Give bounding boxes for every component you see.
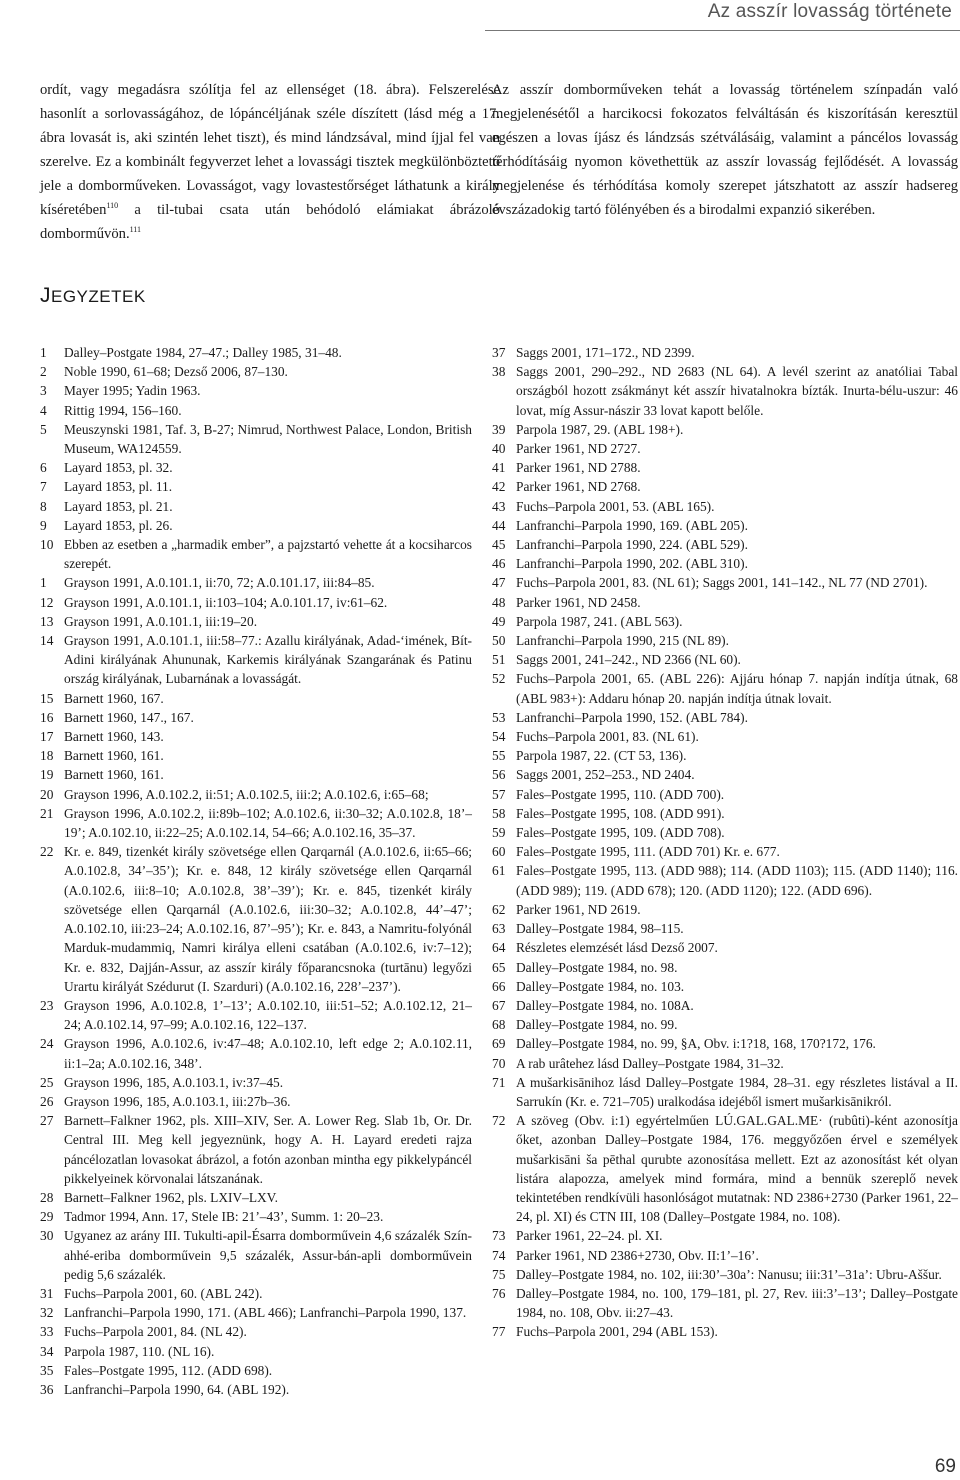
- footnote-number: 28: [40, 1189, 54, 1205]
- footnote-text: Fuchs–Parpola 2001, 294 (ABL 153).: [516, 1324, 718, 1340]
- footnote-text: Grayson 1991, A.0.101.1, iii:19–20.: [64, 613, 258, 629]
- footnote-number: 18: [40, 748, 54, 764]
- footnote-item: [492, 458, 958, 477]
- footnote-number: 14: [40, 633, 54, 649]
- footnote-text: Ebben az esetben a „harmadik ember”, a pajzstartó vehette át a kocsiharcos szerepét.: [64, 537, 472, 572]
- footnote-number: 35: [40, 1362, 54, 1378]
- footnote-number: 72: [492, 1113, 506, 1129]
- footnote-number: 52: [492, 671, 506, 687]
- footnote-number: 44: [492, 517, 506, 533]
- footnote-text: Grayson 1996, 185, A.0.103.1, iv:37–45.: [64, 1074, 284, 1090]
- footnote-number: 21: [40, 805, 54, 821]
- footnote-text: Fuchs–Parpola 2001, 65. (ABL 226): Ajjáru hónap 7. napján indítja útnak, 68 (ABL 983+): Addaru hónap 20. napján indítja útnak lovait.: [516, 671, 958, 706]
- footnote-text: Parker 1961, ND 2458.: [516, 594, 641, 610]
- footnote-number: 37: [492, 345, 506, 360]
- footnote-text: Grayson 1996, A.0.102.2, ii:51; A.0.102.5, iii:2; A.0.102.6, i:65–68;: [64, 786, 429, 802]
- footnote-item: [492, 593, 958, 612]
- footnote-text: Fales–Postgate 1995, 110. (ADD 700).: [516, 786, 725, 802]
- footnote-text: Parker 1961, ND 2386+2730, Obv. II:1’–16’.: [516, 1247, 759, 1263]
- footnote-number: 1: [40, 345, 47, 360]
- footnote-text: Barnett 1960, 161.: [64, 748, 164, 764]
- footnote-number: 29: [40, 1209, 54, 1225]
- footnote-text: Fuchs–Parpola 2001, 60. (ABL 242).: [64, 1285, 263, 1301]
- footnote-text: Lanfranchi–Parpola 1990, 215 (NL 89).: [516, 633, 729, 649]
- footnote-item: [492, 996, 958, 1015]
- footnote-item: [492, 727, 958, 746]
- footnote-item: [40, 1207, 472, 1226]
- running-header: Az asszír lovasság története: [707, 1, 952, 22]
- footnote-item: [40, 1188, 472, 1207]
- footnote-ref-111[interactable]: 111: [129, 225, 141, 235]
- footnote-text: Fuchs–Parpola 2001, 53. (ABL 165).: [516, 498, 715, 514]
- footnote-number: 73: [492, 1228, 506, 1244]
- footnote-item: [492, 535, 958, 554]
- footnote-number: 34: [40, 1343, 54, 1359]
- footnote-text: Grayson 1996, A.0.102.8, 1’–13’; A.0.102.10, iii:51–52; A.0.102.12, 21–24; A.0.102.14, 97–99; A.0.102.16, 122–137.: [64, 997, 472, 1033]
- footnote-text: Barnett 1960, 147., 167.: [64, 709, 194, 725]
- footnote-item: [40, 631, 472, 689]
- footnote-item: [492, 958, 958, 977]
- footnote-item: [40, 593, 472, 612]
- footnote-text: Barnett–Falkner 1962, pls. LXIV–LXV.: [64, 1189, 278, 1205]
- footnote-number: 10: [40, 537, 54, 553]
- footnote-text: Grayson 1991, A.0.101.1, iii:58–77.: Azallu királyának, Adad-‘imének, Bít-Adini királyának Ahununak, Karkemis királyának Szangarának és Patinu ország királyának, Lubarnának a lovasságát.: [64, 633, 472, 687]
- footnote-item: [492, 977, 958, 996]
- footnote-text: Dalley–Postgate 1984, no. 102, iii:30’–30a’: Nanusu; iii:31’–31a’: Ubru-Aššur.: [516, 1266, 942, 1282]
- footnote-text: Parker 1961, ND 2788.: [516, 460, 641, 476]
- footnote-text: Dalley–Postgate 1984, no. 99.: [516, 1017, 678, 1033]
- footnote-text: A rab urâtehez lásd Dalley–Postgate 1984, 31–32.: [516, 1055, 784, 1071]
- footnote-item: [492, 938, 958, 957]
- footnote-item: [492, 1034, 958, 1053]
- footnote-number: 23: [40, 997, 54, 1013]
- footnote-item: [492, 919, 958, 938]
- footnote-number: 17: [40, 729, 54, 745]
- footnote-number: 46: [492, 556, 506, 572]
- footnote-item: [40, 1092, 472, 1111]
- footnote-text: Lanfranchi–Parpola 1990, 152. (ABL 784).: [516, 709, 748, 725]
- footnote-number: 1: [40, 575, 47, 591]
- footnote-number: 31: [40, 1285, 54, 1301]
- footnote-text: Grayson 1991, A.0.101.1, ii:103–104; A.0.101.17, iv:61–62.: [64, 594, 388, 610]
- footnote-text: Grayson 1996, A.0.102.6, iv:47–48; A.0.102.10, left edge 2; A.0.102.11, ii:1–2a; A.0.102.16, 348’.: [64, 1036, 472, 1071]
- footnote-text: Fuchs–Parpola 2001, 83. (NL 61); Saggs 2001, 141–142., NL 77 (ND 2701).: [516, 575, 928, 591]
- footnote-number: 67: [492, 997, 506, 1013]
- footnote-text: Fales–Postgate 1995, 109. (ADD 708).: [516, 825, 725, 841]
- footnote-item: [492, 612, 958, 631]
- footnote-item: [40, 1284, 472, 1303]
- footnote-number: 20: [40, 786, 54, 802]
- footnote-text: Barnett–Falkner 1962, pls. XIII–XIV, Ser. A. Lower Reg. Slab 1b, Or. Dr. Central III. Meg kell jegyeznünk, hogy A. H. Layard eredeti rajza páncélozatlan lovasokat ábrázol, a fotón azonban mintha egy pikkelypáncél pikkelyeinek körvonalai látszanának.: [64, 1113, 472, 1186]
- footnote-item: [40, 573, 472, 592]
- footnote-text: Dalley–Postgate 1984, no. 103.: [516, 978, 685, 994]
- footnote-number: 62: [492, 901, 506, 917]
- footnote-item: [40, 381, 472, 400]
- footnote-item: [492, 362, 958, 420]
- footnote-item: [40, 401, 472, 420]
- footnote-number: 60: [492, 844, 506, 860]
- page-number: 69: [934, 1456, 956, 1477]
- footnote-number: 19: [40, 767, 54, 783]
- footnote-number: 55: [492, 748, 506, 764]
- footnote-text: Saggs 2001, 252–253., ND 2404.: [516, 767, 695, 783]
- footnote-number: 65: [492, 959, 506, 975]
- footnote-number: 25: [40, 1074, 54, 1090]
- footnote-text: Layard 1853, pl. 32.: [64, 460, 173, 476]
- footnote-number: 47: [492, 575, 506, 591]
- footnote-text: A mušarkisānihoz lásd Dalley–Postgate 1984, 28–31. egy részletes listával a II. Sarrukín (Kr. e. 721–705) uralkodása idejéből ismert mušarkisānikról.: [516, 1074, 958, 1109]
- footnote-number: 48: [492, 594, 506, 610]
- footnote-item: [492, 1284, 958, 1322]
- footnote-item: [492, 497, 958, 516]
- intro-left-paragraph: [40, 78, 500, 246]
- footnote-number: 43: [492, 498, 506, 514]
- footnote-item: [40, 477, 472, 496]
- footnote-number: 7: [40, 479, 47, 495]
- footnote-number: 9: [40, 517, 47, 533]
- footnote-text: Barnett 1960, 143.: [64, 729, 164, 745]
- footnote-item: [492, 343, 958, 362]
- footnote-text: Dalley–Postgate 1984, no. 100, 179–181, pl. 27, Rev. iii:3’–13’; Dalley–Postgate 1984, no. 108, Obv. ii:27–43.: [516, 1285, 958, 1321]
- footnote-text: Parker 1961, ND 2727.: [516, 441, 641, 457]
- footnote-item: [40, 1034, 472, 1072]
- footnote-item: [40, 1342, 472, 1361]
- footnote-number: 56: [492, 767, 506, 783]
- intro-right-paragraph: Az asszír domborműveken tehát a lovasság történelem színpadán való megjelenésétől a harcikocsi fokozatos felváltásán és kiszorításán keresztül egészen a lovas íjász és lándzsás szétválásáig, valamint a páncélos lovasság térhódításáig nyomon követhettük az asszír lovasság fejlődését. A lovasság megjelenése és térhódítása komoly szerepet játszhatott az asszír hadsereg évszázadokig tartó fölényében és a birodalmi expanzió sikerében.: [492, 82, 958, 218]
- footnote-text: Grayson 1996, 185, A.0.103.1, iii:27b–36.: [64, 1093, 291, 1109]
- footnote-number: 57: [492, 786, 506, 802]
- footnote-text: Layard 1853, pl. 21.: [64, 498, 173, 514]
- footnote-number: 75: [492, 1266, 506, 1282]
- footnote-item: [40, 1380, 472, 1399]
- footnote-text: Noble 1990, 61–68; Dezső 2006, 87–130.: [64, 364, 288, 380]
- footnote-item: [492, 477, 958, 496]
- footnote-item: [492, 573, 958, 592]
- notes-right-column: [492, 343, 958, 1342]
- footnote-item: [40, 708, 472, 727]
- footnote-text: Saggs 2001, 241–242., ND 2366 (NL 60).: [516, 652, 741, 668]
- footnote-number: 40: [492, 441, 506, 457]
- footnote-text: Fales–Postgate 1995, 112. (ADD 698).: [64, 1362, 273, 1378]
- footnote-text: Parpola 1987, 22. (CT 53, 136).: [516, 748, 687, 764]
- footnote-item: [492, 861, 958, 899]
- footnote-number: 58: [492, 805, 506, 821]
- footnote-item: [492, 765, 958, 784]
- footnote-item: [40, 1361, 472, 1380]
- footnote-number: 71: [492, 1074, 506, 1090]
- footnote-item: [40, 362, 472, 381]
- footnote-text: Parpola 1987, 110. (NL 16).: [64, 1343, 215, 1359]
- footnote-item: [492, 842, 958, 861]
- footnote-text: Layard 1853, pl. 11.: [64, 479, 173, 495]
- footnote-text: Kr. e. 849, tizenkét király szövetsége ellen Qarqarnál (A.0.102.6, ii:65–66; A.0.102.8, 34’–35’); Kr. e. 848, 12 király szövetsége ellen Qarqarnál (A.0.102.6, iii:8–10; A.0.102.8, 38’–39’); Kr. e. 845, tizenkét király szövetsége ellen Qarqarnál (A.0.102.6, iii:30–32; A.0.102.8, 44’–47’; A.0.102.10, iii:23–24; A.0.102.16, 87’–95’); Kr. e. 843, a Namritu-folyónál Marduk-mudammiq, Namri királya elleni csatában (A.0.102.6, iv:7–12); Kr. e. 832, Dajján-Assur, az asszír király főparancsnoka (turtānu) legyőzi Urartu királyát Szédurut (I. Szarduri) (A.0.102.16, 228’–237’).: [64, 844, 472, 994]
- footnote-item: [492, 420, 958, 439]
- footnote-number: 70: [492, 1055, 506, 1071]
- footnote-number: 61: [492, 863, 506, 879]
- footnote-item: [40, 343, 472, 362]
- footnote-number: 16: [40, 709, 54, 725]
- footnote-item: [40, 420, 472, 458]
- footnote-item: [40, 689, 472, 708]
- footnote-number: 63: [492, 921, 506, 937]
- footnote-text: Layard 1853, pl. 26.: [64, 517, 173, 533]
- footnote-text: Dalley–Postgate 1984, no. 98.: [516, 959, 678, 975]
- footnote-number: 41: [492, 460, 506, 476]
- footnote-item: [40, 1226, 472, 1284]
- footnote-text: Parker 1961, ND 2619.: [516, 901, 641, 917]
- footnote-number: 51: [492, 652, 506, 668]
- footnote-item: [40, 1073, 472, 1092]
- footnote-text: Dalley–Postgate 1984, 27–47.; Dalley 1985, 31–48.: [64, 345, 342, 360]
- footnote-number: 8: [40, 498, 47, 514]
- footnote-item: [40, 785, 472, 804]
- footnote-text: Fales–Postgate 1995, 108. (ADD 991).: [516, 805, 725, 821]
- footnote-text: Barnett 1960, 167.: [64, 690, 164, 706]
- footnote-text: Lanfranchi–Parpola 1990, 169. (ABL 205).: [516, 517, 748, 533]
- footnote-number: 38: [492, 364, 506, 380]
- footnote-number: 42: [492, 479, 506, 495]
- footnote-item: [40, 996, 472, 1034]
- footnote-item: [492, 804, 958, 823]
- footnote-number: 4: [40, 402, 47, 418]
- footnote-number: 22: [40, 844, 54, 860]
- footnote-number: 5: [40, 421, 47, 437]
- footnote-item: [40, 804, 472, 842]
- footnote-item: [40, 746, 472, 765]
- intro-left-text-2: a til-tubai csata után behódoló elámiakat ábrázoló domborművön.: [40, 202, 500, 242]
- footnote-number: 53: [492, 709, 506, 725]
- footnote-item: [40, 842, 472, 996]
- footnote-item: [492, 516, 958, 535]
- footnote-item: [40, 1322, 472, 1341]
- notes-left-column: [40, 343, 472, 1399]
- footnote-item: [492, 1054, 958, 1073]
- footnote-item: [492, 1246, 958, 1265]
- footnote-number: 33: [40, 1324, 54, 1340]
- footnote-item: [40, 516, 472, 535]
- footnote-number: 77: [492, 1324, 506, 1340]
- footnote-item: [40, 727, 472, 746]
- footnote-number: 50: [492, 633, 506, 649]
- header-rule: [485, 30, 960, 31]
- footnote-number: 76: [492, 1285, 506, 1301]
- footnote-text: Saggs 2001, 290–292., ND 2683 (NL 64). A levél szerint az anatóliai Tabal országból hozott zsákmányt két asszír hivatalnokra bízták. Inurta-bélu-uszur: 46 lovat, míg Assur-nászir 33 lovat kapott belőle.: [516, 364, 958, 418]
- footnote-item: [40, 458, 472, 477]
- footnote-text: Parpola 1987, 29. (ABL 198+).: [516, 421, 684, 437]
- notes-heading-rest: EGYZETEK: [51, 287, 146, 306]
- footnote-number: 15: [40, 690, 54, 706]
- footnote-number: 66: [492, 978, 506, 994]
- footnote-item: [492, 823, 958, 842]
- footnote-text: Parker 1961, ND 2768.: [516, 479, 641, 495]
- footnote-text: Ugyanez az arány III. Tukulti-apil-Ésarra domborművein 4,6 százalék Szín-ahhé-eriba domborművein 9,5 százalék, Assur-bán-apli domborművein pedig 5,6 százalék.: [64, 1228, 472, 1282]
- footnote-item: [40, 497, 472, 516]
- footnote-number: 64: [492, 940, 506, 956]
- footnote-number: 49: [492, 613, 506, 629]
- notes-heading-initial: J: [40, 284, 51, 307]
- footnote-number: 32: [40, 1305, 54, 1321]
- footnote-number: 2: [40, 364, 47, 380]
- footnote-text: Barnett 1960, 161.: [64, 767, 164, 783]
- notes-heading: [40, 284, 146, 308]
- footnote-item: [492, 1111, 958, 1226]
- footnote-item: [40, 535, 472, 573]
- footnote-text: Dalley–Postgate 1984, no. 108A.: [516, 997, 694, 1013]
- footnote-text: Fales–Postgate 1995, 111. (ADD 701) Kr. e. 677.: [516, 844, 780, 860]
- footnote-text: Fales–Postgate 1995, 113. (ADD 988); 114. (ADD 1103); 115. (ADD 1140); 116. (ADD 989); 119. (ADD 678); 120. (ADD 1120); 122. (ADD 696).: [516, 863, 958, 898]
- footnote-number: 13: [40, 613, 54, 629]
- footnote-text: Tadmor 1994, Ann. 17, Stele IB: 21’–43’, Summ. 1: 20–23.: [64, 1209, 384, 1225]
- footnote-item: [492, 631, 958, 650]
- footnote-item: [40, 1111, 472, 1188]
- footnote-text: Dalley–Postgate 1984, 98–115.: [516, 921, 684, 937]
- footnote-item: [492, 746, 958, 765]
- footnote-text: Dalley–Postgate 1984, no. 99, §A, Obv. i:1?18, 168, 170?172, 176.: [516, 1036, 876, 1052]
- footnote-item: [492, 1226, 958, 1245]
- footnote-number: 59: [492, 825, 506, 841]
- footnote-item: [492, 554, 958, 573]
- footnote-text: Mayer 1995; Yadin 1963.: [64, 383, 201, 399]
- footnote-item: [492, 1073, 958, 1111]
- footnote-item: [492, 1015, 958, 1034]
- footnote-item: [40, 612, 472, 631]
- footnote-number: 24: [40, 1036, 54, 1052]
- footnote-number: 68: [492, 1017, 506, 1033]
- footnote-number: 30: [40, 1228, 54, 1244]
- footnote-number: 6: [40, 460, 47, 476]
- footnote-text: Parker 1961, 22–24. pl. XI.: [516, 1228, 663, 1244]
- footnote-text: Grayson 1991, A.0.101.1, ii:70, 72; A.0.101.17, iii:84–85.: [64, 575, 375, 591]
- footnote-item: [492, 669, 958, 707]
- intro-right-column: [492, 78, 958, 222]
- footnote-number: 74: [492, 1247, 506, 1263]
- footnote-text: Rittig 1994, 156–160.: [64, 402, 182, 418]
- footnote-text: Lanfranchi–Parpola 1990, 224. (ABL 529).: [516, 537, 748, 553]
- footnote-text: Grayson 1996, A.0.102.2, ii:89b–102; A.0.102.6, ii:30–32; A.0.102.8, 18’–19’; A.0.102.10, ii:22–25; A.0.102.14, 54–66; A.0.102.16, 35–37.: [64, 805, 472, 841]
- footnote-text: Lanfranchi–Parpola 1990, 171. (ABL 466); Lanfranchi–Parpola 1990, 137.: [64, 1305, 467, 1321]
- footnote-number: 69: [492, 1036, 506, 1052]
- footnote-ref-110[interactable]: 110: [106, 201, 119, 211]
- footnote-text: Saggs 2001, 171–172., ND 2399.: [516, 345, 695, 360]
- footnote-number: 3: [40, 383, 47, 399]
- footnote-text: Parpola 1987, 241. (ABL 563).: [516, 613, 683, 629]
- footnote-number: 27: [40, 1113, 54, 1129]
- footnote-text: Fuchs–Parpola 2001, 83. (NL 61).: [516, 729, 699, 745]
- footnote-item: [492, 1265, 958, 1284]
- footnote-item: [492, 900, 958, 919]
- footnote-number: 54: [492, 729, 506, 745]
- footnote-text: Fuchs–Parpola 2001, 84. (NL 42).: [64, 1324, 247, 1340]
- footnote-text: Meuszynski 1981, Taf. 3, B-27; Nimrud, Northwest Palace, London, British Museum, WA124559.: [64, 421, 472, 457]
- footnote-item: [492, 1322, 958, 1341]
- footnote-item: [40, 765, 472, 784]
- footnote-number: 45: [492, 537, 506, 553]
- footnote-number: 39: [492, 421, 506, 437]
- footnote-number: 36: [40, 1381, 54, 1397]
- footnote-text: Lanfranchi–Parpola 1990, 64. (ABL 192).: [64, 1381, 290, 1397]
- footnote-text: Részletes elemzését lásd Dezső 2007.: [516, 940, 718, 956]
- intro-left-text: ordít, vagy megadásra szólítja fel az ellenséget (18. ábra). Felszerelése hasonlít a sorlovasságához, de lópáncéljának széle díszített (lásd még a 17. ábra lovasát is, aki szintén lehet tiszt), és mind lándzsával, mind íjjal fel van szerelve. Ez a kombinált fegyverzet lehet a lovassági tisztek megkülönböztető jele a domborműveken. Lovasságot, vagy lovastestőrséget láthatunk a király kíséretében: [40, 82, 500, 218]
- footnote-item: [40, 1303, 472, 1322]
- footnote-item: [492, 439, 958, 458]
- footnote-item: [492, 708, 958, 727]
- footnote-number: 26: [40, 1093, 54, 1109]
- footnote-item: [492, 650, 958, 669]
- intro-left-column: [40, 78, 500, 246]
- footnote-text: A szöveg (Obv. i:1) egyértelműen LÚ.GAL.GAL.ME· (rubûti)-ként azonosítja őket, azonban Dalley–Postgate 1984, 176. meggyőzően érvel e személyek mušarkisāni ša pēthal qurubte azonosítása mellett. Ezt az azonosítást két olyan listára alapozza, amelyek mind formára, mind a bennük szereplő nevek tekintetében rendkívüli hasonlóságot mutatnak: ND 2386+2730 (Parker 1961, 22–24, pl. XI) és CTN III, 108 (Dalley–Postgate 1984, no. 108).: [516, 1113, 958, 1225]
- footnote-number: 12: [40, 594, 54, 610]
- footnote-item: [492, 785, 958, 804]
- footnote-text: Lanfranchi–Parpola 1990, 202. (ABL 310).: [516, 556, 748, 572]
